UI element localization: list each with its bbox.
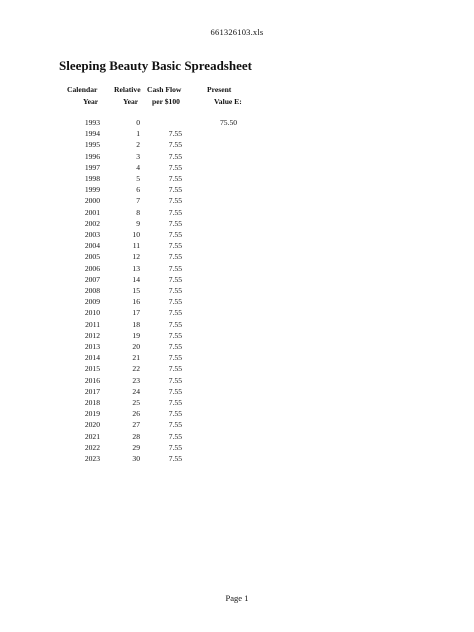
header-relative-line1: Relative: [114, 85, 141, 94]
cash-flow-cell: 7.55: [168, 375, 182, 385]
table-row: [0, 274, 474, 285]
cash-flow-cell: 7.55: [168, 162, 182, 172]
sheet-title: Sleeping Beauty Basic Spreadsheet: [59, 58, 252, 73]
header-cashflow-line2: per $100: [152, 97, 180, 106]
cash-flow-cell: 7.55: [168, 196, 182, 206]
year-cell: 2008: [84, 286, 100, 295]
year-cell: 2017: [84, 386, 100, 396]
year-cell: 2007: [84, 274, 100, 284]
table-row: [0, 408, 474, 419]
table-row: [0, 162, 474, 173]
relative-year-cell: 19: [132, 330, 140, 340]
year-cell: 2021: [84, 431, 100, 441]
table-row: [0, 363, 474, 374]
year-cell: 1998: [84, 174, 100, 183]
relative-year-cell: 6: [136, 185, 140, 195]
cash-flow-cell: 7.55: [168, 342, 182, 351]
year-cell: 2006: [84, 263, 100, 273]
relative-year-cell: 1: [136, 129, 140, 139]
table-row: [0, 453, 474, 464]
cash-flow-cell: 7.55: [168, 398, 182, 407]
table-row: [0, 431, 474, 442]
cash-flow-cell: 7.55: [168, 420, 182, 430]
table-row: [0, 229, 474, 240]
cash-flow-cell: 7.55: [168, 263, 182, 273]
year-cell: 2023: [84, 454, 100, 463]
year-cell: 2009: [84, 297, 100, 307]
cash-flow-cell: 7.55: [168, 386, 182, 396]
relative-year-cell: 24: [132, 386, 140, 396]
relative-year-cell: 10: [132, 230, 140, 239]
year-cell: 2020: [84, 420, 100, 430]
cash-flow-cell: 7.55: [168, 353, 182, 363]
relative-year-cell: 22: [132, 364, 140, 374]
year-cell: 2022: [84, 442, 100, 452]
relative-year-cell: 13: [132, 263, 140, 273]
cash-flow-cell: 7.55: [168, 274, 182, 284]
year-cell: 2012: [84, 330, 100, 340]
year-cell: 2003: [84, 230, 100, 239]
table-row: [0, 419, 474, 430]
relative-year-cell: 9: [136, 218, 140, 228]
year-cell: 1996: [84, 151, 100, 161]
table-row: [0, 319, 474, 330]
cash-flow-cell: 7.55: [168, 151, 182, 161]
year-cell: 2016: [84, 375, 100, 385]
relative-year-cell: 12: [132, 252, 140, 262]
relative-year-cell: 29: [132, 442, 140, 452]
table-row: [0, 263, 474, 274]
year-cell: 2018: [84, 398, 100, 407]
header-pv-line2: Value E:: [214, 97, 242, 106]
cash-flow-cell: 7.55: [168, 330, 182, 340]
year-cell: 2002: [84, 218, 100, 228]
year-cell: 1999: [84, 185, 100, 195]
year-cell: 2005: [84, 252, 100, 262]
year-cell: 2015: [84, 364, 100, 374]
year-cell: 1995: [84, 140, 100, 150]
file-name-header: 661326103.xls: [210, 27, 264, 37]
table-row: [0, 296, 474, 307]
table-row: [0, 184, 474, 195]
relative-year-cell: 3: [136, 151, 140, 161]
year-cell: 2013: [84, 342, 100, 351]
table-row: [0, 218, 474, 229]
header-relative-line2: Year: [123, 97, 139, 106]
table-row: [0, 341, 474, 352]
relative-year-cell: 28: [132, 431, 140, 441]
year-cell: 1997: [84, 162, 100, 172]
cash-flow-cell: 7.55: [168, 431, 182, 441]
cash-flow-cell: 7.55: [168, 286, 182, 295]
header-calendar-line1: Calendar: [67, 85, 98, 94]
year-cell: 2004: [84, 241, 100, 251]
table-row: [0, 386, 474, 397]
relative-year-cell: 16: [132, 297, 140, 307]
relative-year-cell: 27: [132, 420, 140, 430]
present-value-cell: 75.50: [220, 118, 238, 127]
table-row: [0, 117, 474, 128]
year-cell: 2011: [85, 319, 100, 329]
relative-year-cell: 4: [136, 162, 140, 172]
cash-flow-cell: 7.55: [168, 218, 182, 228]
relative-year-cell: 23: [132, 375, 140, 385]
year-cell: 2010: [84, 308, 100, 318]
relative-year-cell: 18: [132, 319, 140, 329]
year-cell: 2014: [84, 353, 100, 363]
table-row: [0, 307, 474, 318]
table-row: [0, 352, 474, 363]
relative-year-cell: 2: [136, 140, 140, 150]
table-row: [0, 442, 474, 453]
cash-flow-cell: 7.55: [168, 241, 182, 251]
table-row: [0, 207, 474, 218]
cash-flow-cell: 7.55: [168, 454, 182, 463]
table-row: [0, 151, 474, 162]
header-cashflow-line1: Cash Flow: [147, 85, 182, 94]
cash-flow-cell: 7.55: [168, 442, 182, 452]
relative-year-cell: 15: [132, 286, 140, 295]
table-row: [0, 251, 474, 262]
table-row: [0, 139, 474, 150]
cash-flow-cell: 7.55: [168, 129, 182, 139]
relative-year-cell: 30: [132, 454, 140, 463]
table-row: [0, 173, 474, 184]
relative-year-cell: 11: [132, 241, 140, 251]
relative-year-cell: 14: [132, 274, 140, 284]
cash-flow-cell: 7.55: [168, 185, 182, 195]
relative-year-cell: 17: [132, 308, 140, 318]
cash-flow-cell: 7.55: [168, 252, 182, 262]
table-row: [0, 195, 474, 206]
page-number-footer: Page 1: [225, 593, 249, 603]
table-row: [0, 397, 474, 408]
relative-year-cell: 26: [132, 409, 140, 419]
cash-flow-cell: 7.55: [168, 308, 182, 318]
relative-year-cell: 25: [132, 398, 140, 407]
relative-year-cell: 8: [136, 207, 140, 217]
header-pv-line1: Present: [207, 85, 232, 94]
year-cell: 2000: [84, 196, 100, 206]
year-cell: 2019: [84, 409, 100, 419]
cash-flow-cell: 7.55: [168, 319, 182, 329]
table-row: [0, 240, 474, 251]
cash-flow-cell: 7.55: [168, 364, 182, 374]
table-row: [0, 375, 474, 386]
table-row: [0, 128, 474, 139]
table-row: [0, 330, 474, 341]
year-cell: 1994: [84, 129, 100, 139]
relative-year-cell: 7: [136, 196, 140, 206]
year-cell: 1993: [84, 118, 100, 127]
relative-year-cell: 0: [136, 118, 140, 127]
cash-flow-cell: 7.55: [168, 207, 182, 217]
relative-year-cell: 21: [132, 353, 140, 363]
table-row: [0, 285, 474, 296]
relative-year-cell: 5: [136, 174, 140, 183]
cash-flow-cell: 7.55: [168, 230, 182, 239]
cash-flow-cell: 7.55: [168, 409, 182, 419]
cash-flow-cell: 7.55: [168, 297, 182, 307]
cash-flow-cell: 7.55: [168, 140, 182, 150]
header-calendar-line2: Year: [83, 97, 99, 106]
year-cell: 2001: [84, 207, 100, 217]
relative-year-cell: 20: [132, 342, 140, 351]
cash-flow-cell: 7.55: [168, 174, 182, 183]
